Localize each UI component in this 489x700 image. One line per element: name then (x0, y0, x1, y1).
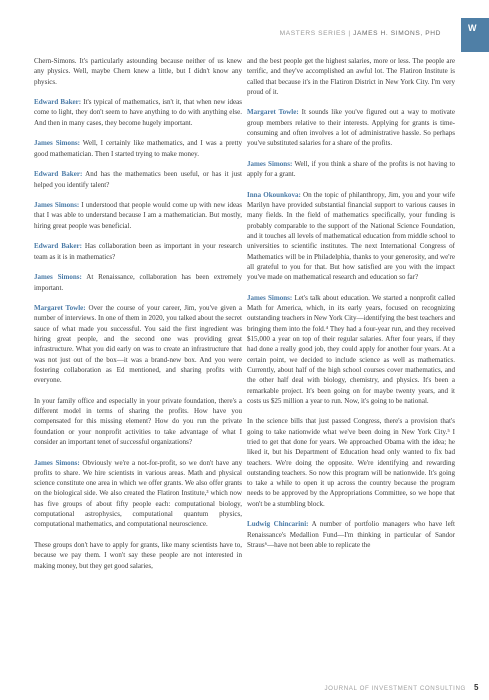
paragraph-text: It's typical of mathematics, isn't it, that when new ideas come to light, they don't seem to have anything to do with anything else. And then in many cases, they become hugely important. (34, 98, 242, 127)
speaker-name: James Simons: (34, 458, 80, 467)
speaker-name: James Simons: (34, 201, 80, 210)
speaker-name: James Simons: (34, 273, 82, 282)
paragraph-text: Well, if you think a share of the profits is not having to apply for a grant. (247, 159, 455, 179)
paragraph-text: Well, I certainly like mathematics, and I was a pretty good mathematician. Then I started trying to make money. (34, 139, 242, 158)
paragraph-text: These groups don't have to apply for grants, like many scientists have to, because we pay them. I won't say these people are not interested in making money, but they get good salaries, (34, 540, 242, 570)
paragraph (34, 396, 242, 447)
paragraph-text: It sounds like you've figured out a way to motivate group members relative to their interests. Applying for grants is time-consuming and often involves a lot of administrative hassle. So perhaps you've substituted salaries for a share of the profits. (247, 108, 455, 148)
running-head (280, 30, 441, 37)
paragraph-text: A number of portfolio managers who have left Renaissance's Medallion Fund—I'm thinking in particular of Sandor Straus⁶—have not been able to replicate the (247, 520, 455, 549)
speaker-name: James Simons: (247, 159, 293, 168)
speaker-name: Edward Baker: (34, 98, 82, 107)
paragraph (34, 272, 242, 293)
paragraph-text: and the best people get the highest salaries, more or less. The people are terrific, and they've accomplished an awful lot. The Flatiron Institute is called that because it's in the Flatiron District in New York City. I'm very proud of it. (247, 57, 455, 96)
paragraph-text: At Renaissance, collaboration has been extremely important. (34, 273, 242, 292)
paragraph (34, 200, 242, 231)
paragraph (34, 303, 242, 385)
paragraph (247, 519, 455, 550)
paragraph (247, 56, 455, 97)
page-number: 5 (473, 683, 479, 692)
paragraph (247, 159, 455, 180)
paragraph (34, 56, 242, 87)
paragraph-text: Obviously we're a not-for-profit, so we don't have any profits to share. We hire scientists in various areas. Math and physical science constitute one area in which we offer grants. We also offer grants on the biological side. We also created the Flatiron Institute,³ which now has five groups of about fifty people each: computational biology, computational astrophysics, computational quantum physics, computational mathematics, and computational neuroscience. (34, 458, 242, 529)
author-label: JAMES H. SIMONS, PHD (353, 30, 441, 37)
paragraph (34, 169, 242, 190)
speaker-name: Margaret Towle: (34, 304, 86, 313)
paragraph-text: Let's talk about education. We started a nonprofit called Math for America, which, in its early years, focused on recognizing outstanding teachers in New York City—identifying the best teachers and bringing them into the fold.⁴ They had a four-year run, and they received $15,000 a year on top of their regular salaries. After four years, if they had done a really good job, they could apply for another four years. At a certain point, we decided to include science as well as mathematics. Currently, about half of the high school courses cover mathematics, and the other half deal with biology, chemistry, and physics. It's been a remarkable project. It's been going on for maybe twenty years, and it costs us $25 million a year to run. Now, it's going to be national. (247, 293, 455, 405)
paragraph-text: In the science bills that just passed Congress, there's a provision that's going to take nationwide what we've been doing in New York City.⁵ I tried to get that done for years. We approached Obama with the idea; he liked it, but his Department of Education head only wanted to fix bad teachers. We're doing the opposite. We're identifying and rewarding outstanding teachers. So now this program will be nationwide. It's going to take a while to open it up across the country because the program needs to be approved by the Appropriations Committee, so we hope that won't be a stumbling block. (247, 417, 455, 508)
paragraph-text: And has the mathematics been useful, or has it just helped you identify talent? (34, 170, 242, 189)
paragraph-text: Has collaboration been as important in your research team as it is in mathematics? (34, 242, 243, 261)
paragraph (247, 107, 455, 148)
separator: | (345, 30, 354, 37)
section-tab (461, 18, 489, 52)
page-header (0, 0, 489, 44)
speaker-name: James Simons: (247, 293, 293, 302)
speaker-name: Inna Okounkova: (247, 190, 301, 199)
paragraph (34, 241, 242, 262)
speaker-name: James Simons: (34, 139, 80, 148)
paragraph-text: In your family office and especially in your private foundation, there's a different model in terms of sharing the profits. How have you compensated for this missing element? How do you run the private foundation or your nonprofit activities to take advantage of what I consider an important tenet of successful organizations? (34, 396, 242, 446)
speaker-name: Edward Baker: (34, 170, 83, 179)
paragraph-text: On the topic of philanthropy, Jim, you and your wife Marilyn have provided substantial financial support to various causes in many fields. In the field of mathematics specifically, your funding is probably comparable to the support of the National Science Foundation, and it touches all levels of mathematical education from middle school to universities to scientific institutes. The next International Congress of Mathematics will be in Philadelphia, thanks to your generosity, and we're all grateful to you for that. But how satisfied are you with the impact you've made on mathematical research and education so far? (247, 190, 455, 282)
right-column (247, 56, 455, 561)
paragraph (247, 416, 455, 509)
section-tab-letter: W (468, 23, 477, 33)
speaker-name: Edward Baker: (34, 242, 82, 251)
left-column (34, 56, 242, 581)
paragraph-text: Chern-Simons. It's particularly astounding because neither of us knew any physics. Well, maybe Chern knew a little, but I didn't know any physics. (34, 57, 242, 86)
paragraph-text: Over the course of your career, Jim, you've given a number of interviews. In one of them in 2020, you talked about the secret sauce of what made you successful. You said the first ingredient was hiring great people, and the second one was providing great infrastructure. What you did early on was to create an infrastructure that was not just out of the box—it was a brand-new box. And you were fostering collaboration as Ed mentioned, and sharing profits with everyone. (34, 304, 242, 385)
journal-name: JOURNAL OF INVESTMENT CONSULTING (324, 685, 466, 692)
page-footer (324, 683, 479, 692)
paragraph (34, 458, 242, 530)
paragraph (34, 540, 242, 571)
speaker-name: Ludwig Chincarini: (247, 520, 309, 529)
paragraph (247, 293, 455, 406)
series-label: MASTERS SERIES (279, 30, 346, 37)
paragraph (34, 138, 242, 159)
paragraph (34, 97, 242, 128)
paragraph (247, 190, 455, 283)
paragraph-text: I understood that people would come up with new ideas that I was able to understand because I am a mathematician. But mostly, hiring great people was beneficial. (34, 201, 242, 230)
speaker-name: Margaret Towle: (247, 108, 299, 117)
